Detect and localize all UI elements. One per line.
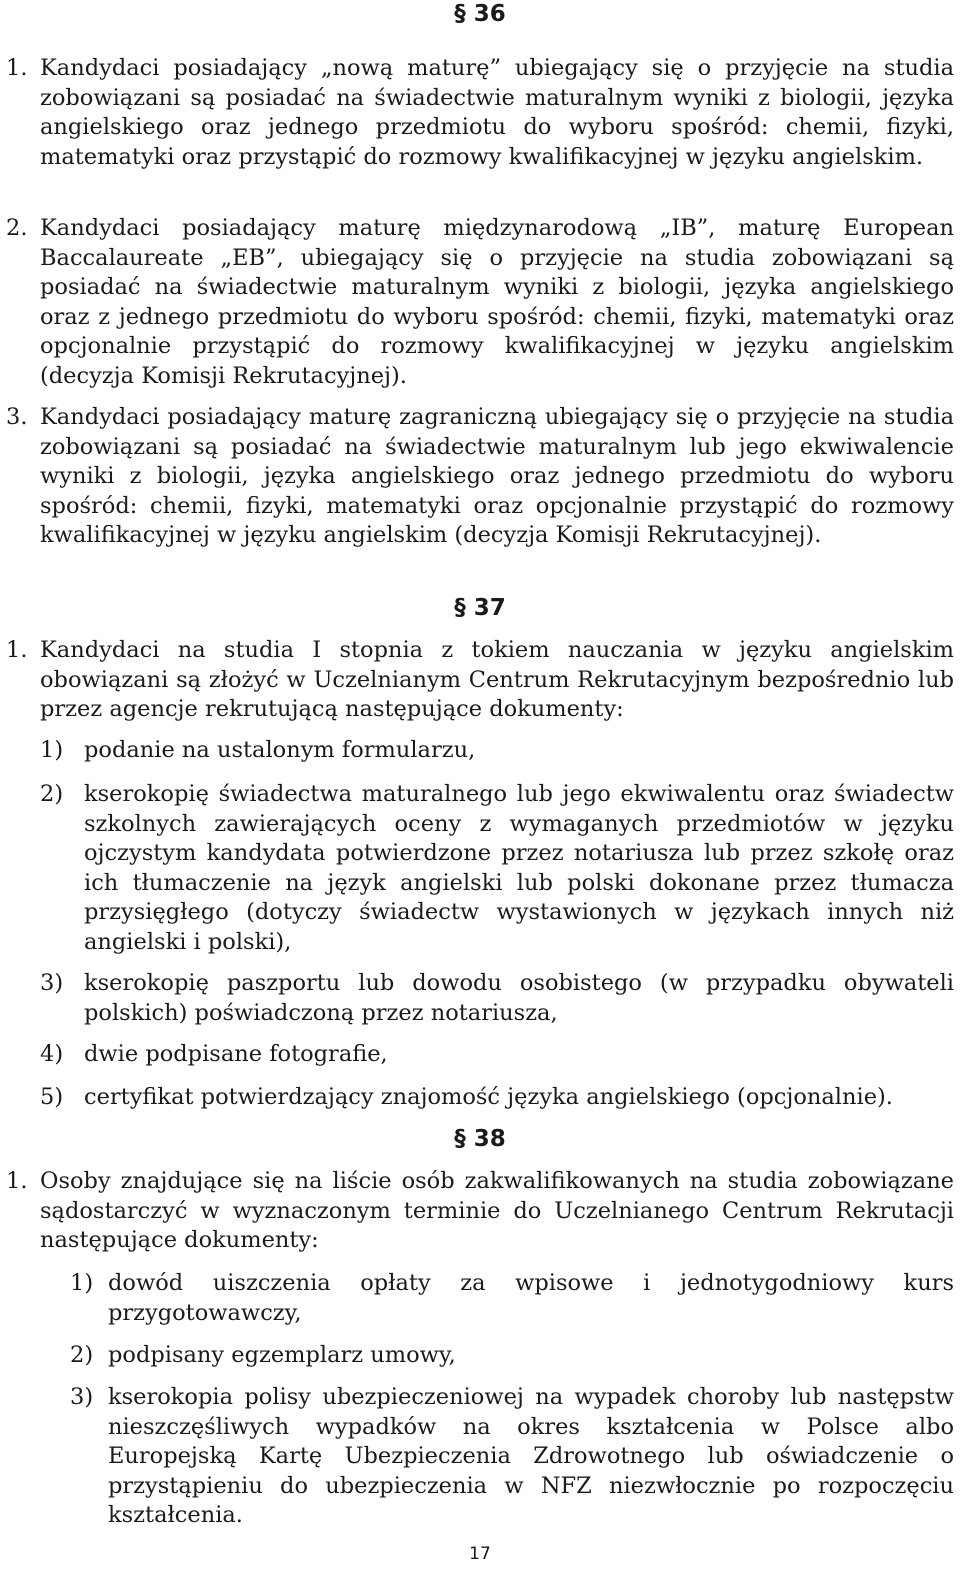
paragraph-number: 1. bbox=[6, 1168, 28, 1194]
paragraph-36-2 bbox=[0, 214, 960, 392]
paragraph-38-1 bbox=[0, 1167, 960, 1256]
list-item-number: 1) bbox=[70, 1270, 94, 1296]
paragraph-text: Kandydaci posiadający „nową maturę” ubiegający się o przyjęcie na studia zobowiązani są posiadać na świadectwie maturalnym wyniki z biologii, języka angielskiego oraz jednego przedmiotu do wyboru spośród: chemii, fizyki, matematyki oraz przystąpić do rozmowy kwalifikacyjnej w języku angielskim. bbox=[40, 55, 954, 170]
list-item-text: dwie podpisane fotografie, bbox=[84, 1041, 388, 1067]
paragraph-text: Kandydaci na studia I stopnia z tokiem nauczania w języku angielskim obowiązani są złożyć w Uczelnianym Centrum Rekrutacyjnym bezpośrednio lub przez agencje rekrutującą następujące dokumenty: bbox=[40, 637, 954, 723]
list-item-number: 5) bbox=[40, 1084, 64, 1110]
paragraph-text: Kandydaci posiadający maturę międzynarodową „IB”, maturę European Baccalaureate „EB”, ubiegający się o przyjęcie na studia zobowiązani są posiadać na świadectwie maturalnym wyniki z biologii, języka angielskiego oraz z jednego przedmiotu do wyboru spośród: chemii, fizyki, matematyki oraz opcjonalnie przystąpić do rozmowy kwalifikacyjnej w języku angielskim (decyzja Komisji Rekrutacyjnej). bbox=[40, 215, 954, 389]
list-item-text: kserokopia polisy ubezpieczeniowej na wypadek choroby lub następstw nieszczęśliwych wypadków na okres kształcenia w Polsce albo Europejską Kartę Ubezpieczenia Zdrowotnego lub oświadczenie o przystąpieniu do ubezpieczenia w NFZ niezwłocznie po rozpoczęciu kształcenia. bbox=[108, 1384, 954, 1529]
list-item-text: podanie na ustalonym formularzu, bbox=[84, 737, 476, 763]
paragraph-text: Kandydaci posiadający maturę zagraniczną ubiegający się o przyjęcie na studia zobowiązani są posiadać na świadectwie maturalnym lub jego ekwiwalencie wyniki z biologii, języka angielskiego oraz jednego przedmiotu do wyboru spośród: chemii, fizyki, matematyki oraz opcjonalnie przystąpić do rozmowy kwalifikacyjnej w języku angielskim (decyzja Komisji Rekrutacyjnej). bbox=[40, 404, 954, 549]
list-item-38-2 bbox=[0, 1341, 960, 1371]
list-item-number: 3) bbox=[40, 970, 64, 996]
section-heading-38: § 38 bbox=[454, 1126, 506, 1152]
paragraph-37-1 bbox=[0, 636, 960, 725]
page-number: 17 bbox=[469, 1544, 491, 1564]
list-item-37-2 bbox=[0, 780, 960, 958]
list-item-text: dowód uiszczenia opłaty za wpisowe i jednotygodniowy kurs przygotowawczy, bbox=[108, 1270, 954, 1326]
section-heading-36: § 36 bbox=[454, 1, 506, 27]
list-item-text: podpisany egzemplarz umowy, bbox=[108, 1342, 456, 1368]
list-item-number: 1) bbox=[40, 737, 64, 763]
list-item-37-1 bbox=[0, 736, 960, 766]
list-item-text: kserokopię świadectwa maturalnego lub jego ekwiwalentu oraz świadectw szkolnych zawierających oceny z wymaganych przedmiotów w języku ojczystym kandydata potwierdzone przez notariusza lub przez szkołę oraz ich tłumaczenie na język angielski lub polski dokonane przez tłumacza przysięgłego (dotyczy świadectw wystawionych w językach innych niż angielski i polski), bbox=[84, 781, 954, 955]
paragraph-number: 2. bbox=[6, 215, 28, 241]
paragraph-number: 1. bbox=[6, 637, 28, 663]
list-item-37-3 bbox=[0, 969, 960, 1028]
list-item-number: 2) bbox=[40, 781, 64, 807]
list-item-37-5 bbox=[0, 1083, 960, 1113]
section-heading-37: § 37 bbox=[454, 595, 506, 621]
list-item-38-1 bbox=[0, 1269, 960, 1328]
list-item-text: certyfikat potwierdzający znajomość języka angielskiego (opcjonalnie). bbox=[84, 1084, 893, 1110]
paragraph-36-3 bbox=[0, 403, 960, 551]
paragraph-36-1 bbox=[0, 54, 960, 172]
list-item-number: 3) bbox=[70, 1384, 94, 1410]
list-item-number: 2) bbox=[70, 1342, 94, 1368]
paragraph-number: 1. bbox=[6, 55, 28, 81]
list-item-38-3 bbox=[0, 1383, 960, 1531]
list-item-text: kserokopię paszportu lub dowodu osobistego (w przypadku obywateli polskich) poświadczoną przez notariusza, bbox=[84, 970, 954, 1026]
list-item-37-4 bbox=[0, 1040, 960, 1070]
list-item-number: 4) bbox=[40, 1041, 64, 1067]
paragraph-text: Osoby znajdujące się na liście osób zakwalifikowanych na studia zobowiązane sądostarczyć w wyznaczonym terminie do Uczelnianego Centrum Rekrutacji następujące dokumenty: bbox=[40, 1168, 954, 1254]
paragraph-number: 3. bbox=[6, 404, 28, 430]
